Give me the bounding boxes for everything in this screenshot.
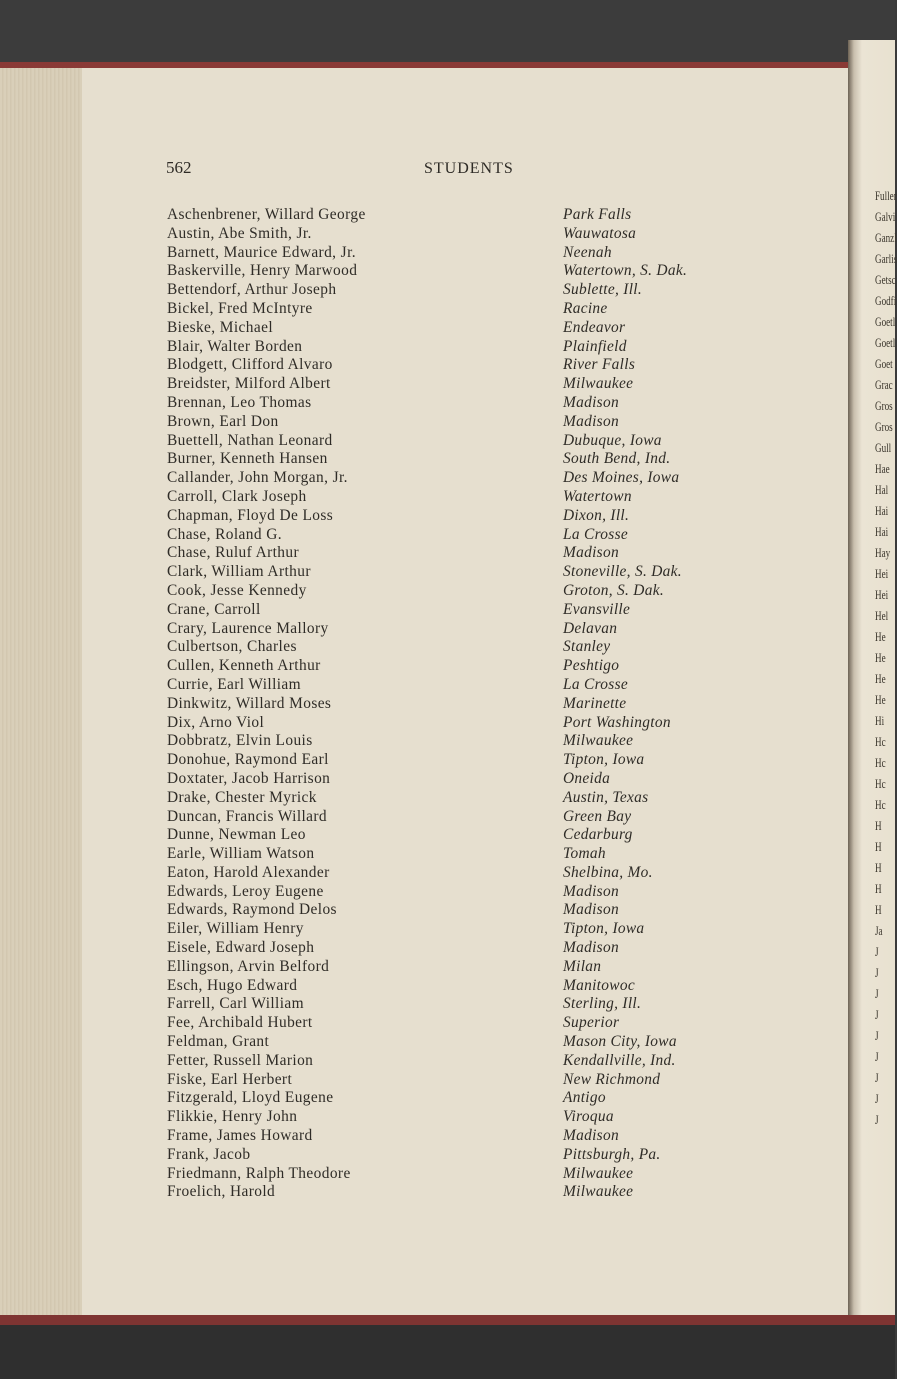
student-entry (167, 638, 767, 657)
student-name: Earle, William Watson (167, 845, 315, 863)
student-hometown: South Bend, Ind. (563, 450, 671, 468)
student-hometown: Watertown, S. Dak. (563, 262, 688, 280)
student-hometown: Des Moines, Iowa (563, 469, 680, 487)
facing-page-fragment: Goetl (875, 335, 896, 350)
student-name: Barnett, Maurice Edward, Jr. (167, 243, 356, 261)
student-entry (167, 920, 767, 939)
student-name: Bettendorf, Arthur Joseph (167, 281, 337, 299)
student-hometown: Port Washington (563, 713, 671, 731)
student-hometown: Madison (563, 412, 619, 430)
student-name: Clark, William Arthur (167, 563, 311, 581)
facing-page-fragment: Gros (875, 419, 893, 434)
page-number: 562 (166, 158, 192, 177)
facing-page-edge (848, 40, 895, 1320)
student-hometown: Kendallville, Ind. (563, 1051, 676, 1069)
student-name: Fitzgerald, Lloyd Eugene (167, 1089, 334, 1107)
student-hometown: Oneida (563, 769, 611, 787)
student-entry (167, 225, 767, 244)
facing-page-fragment: Hai (875, 503, 889, 518)
student-name: Eisele, Edward Joseph (167, 939, 315, 957)
student-entry (167, 338, 767, 357)
student-name: Dobbratz, Elvin Louis (167, 732, 313, 750)
student-hometown: Park Falls (563, 206, 632, 223)
student-hometown: Delavan (563, 619, 618, 637)
facing-page-fragment: Hc (875, 755, 886, 770)
student-entry (167, 432, 767, 451)
facing-page-fragment: J (875, 1070, 879, 1085)
student-hometown: Marinette (563, 694, 627, 712)
facing-page-fragment: J (875, 1091, 879, 1106)
student-entry (167, 281, 767, 300)
student-hometown: Viroqua (563, 1108, 614, 1126)
student-name: Brennan, Leo Thomas (167, 393, 312, 411)
student-entry (167, 582, 767, 601)
student-hometown: La Crosse (563, 675, 628, 693)
facing-page-fragment: H (875, 881, 882, 896)
student-name: Baskerville, Henry Marwood (167, 262, 358, 280)
student-entry (167, 206, 767, 225)
student-entry (167, 544, 767, 563)
student-name: Cook, Jesse Kennedy (167, 581, 307, 599)
facing-page-fragment: H (875, 902, 882, 917)
facing-page-fragment: H (875, 818, 882, 833)
student-entry (167, 1071, 767, 1090)
student-hometown: Madison (563, 544, 619, 562)
facing-page-fragment: He (875, 671, 886, 686)
student-entry (167, 507, 767, 526)
student-hometown: Racine (563, 299, 608, 317)
facing-page-fragment: Getsc (875, 272, 896, 287)
student-name: Edwards, Leroy Eugene (167, 882, 324, 900)
student-name: Dunne, Newman Leo (167, 826, 306, 844)
student-name: Fee, Archibald Hubert (167, 1014, 313, 1032)
student-hometown: Tipton, Iowa (563, 751, 645, 769)
student-entry (167, 1033, 767, 1052)
student-hometown: River Falls (563, 356, 636, 374)
facing-page-fragment: Ja (875, 923, 883, 938)
facing-page-fragment: Hae (875, 461, 890, 476)
student-list (167, 206, 767, 1202)
student-entry (167, 657, 767, 676)
student-hometown: Sublette, Ill. (563, 281, 642, 299)
facing-page-fragment: J (875, 1007, 879, 1022)
student-name: Culbertson, Charles (167, 638, 297, 656)
student-name: Bickel, Fred McIntyre (167, 299, 313, 317)
student-name: Ellingson, Arvin Belford (167, 957, 330, 975)
student-hometown: Plainfield (563, 337, 627, 355)
student-entry (167, 977, 767, 996)
student-entry (167, 1183, 767, 1202)
student-entry (167, 1165, 767, 1184)
section-title: STUDENTS (424, 160, 514, 177)
student-entry (167, 714, 767, 733)
student-name: Froelich, Harold (167, 1183, 276, 1201)
student-entry (167, 695, 767, 714)
student-entry (167, 1108, 767, 1127)
student-name: Fetter, Russell Marion (167, 1051, 314, 1069)
student-hometown: Groton, S. Dak. (563, 581, 664, 599)
facing-page-fragment: Gull (875, 440, 892, 455)
facing-page-fragment: He (875, 629, 886, 644)
student-name: Eiler, William Henry (167, 920, 304, 938)
facing-page-fragment: Galvi (875, 209, 896, 224)
student-name: Carroll, Clark Joseph (167, 487, 307, 505)
student-entry (167, 1127, 767, 1146)
student-hometown: Stoneville, S. Dak. (563, 563, 682, 581)
facing-page-fragment: J (875, 1049, 879, 1064)
student-entry (167, 563, 767, 582)
facing-page-fragment: Hei (875, 587, 889, 602)
student-hometown: Mason City, Iowa (563, 1033, 677, 1051)
student-entry (167, 526, 767, 545)
student-name: Brown, Earl Don (167, 412, 279, 430)
student-hometown: La Crosse (563, 525, 628, 543)
page-stack-edges (0, 68, 82, 1320)
student-name: Bieske, Michael (167, 318, 274, 336)
student-name: Fiske, Earl Herbert (167, 1070, 293, 1088)
student-hometown: Madison (563, 882, 619, 900)
student-entry (167, 995, 767, 1014)
student-name: Callander, John Morgan, Jr. (167, 469, 348, 487)
facing-page-fragment: He (875, 692, 886, 707)
student-entry (167, 450, 767, 469)
student-hometown: Dixon, Ill. (563, 506, 630, 524)
facing-page-fragment: Hal (875, 482, 889, 497)
facing-page-fragment: J (875, 965, 879, 980)
student-entry (167, 1089, 767, 1108)
facing-page-fragment: Hi (875, 713, 885, 728)
student-hometown: Peshtigo (563, 657, 620, 675)
student-name: Flikkie, Henry John (167, 1108, 298, 1126)
student-name: Crary, Laurence Mallory (167, 619, 329, 637)
student-entry (167, 732, 767, 751)
student-hometown: Austin, Texas (563, 788, 649, 806)
student-name: Blodgett, Clifford Alvaro (167, 356, 333, 374)
student-name: Farrell, Carl William (167, 995, 305, 1013)
student-name: Eaton, Harold Alexander (167, 863, 330, 881)
facing-page-fragment: H (875, 839, 882, 854)
facing-page-fragment: Godfi (875, 293, 897, 308)
facing-page-fragment: J (875, 1112, 879, 1127)
student-hometown: Shelbina, Mo. (563, 863, 653, 881)
student-name: Frame, James Howard (167, 1127, 313, 1145)
student-hometown: Stanley (563, 638, 611, 656)
student-hometown: Endeavor (563, 318, 626, 336)
facing-page-fragment: Hc (875, 776, 886, 791)
student-hometown: Madison (563, 393, 619, 411)
facing-page-fragment: J (875, 986, 879, 1001)
student-entry (167, 845, 767, 864)
student-entry (167, 300, 767, 319)
facing-page-fragment: Hay (875, 545, 891, 560)
student-hometown: Sterling, Ill. (563, 995, 642, 1013)
student-entry (167, 901, 767, 920)
facing-page-fragment: H (875, 860, 882, 875)
student-entry (167, 1052, 767, 1071)
student-hometown: Madison (563, 901, 619, 919)
student-entry (167, 770, 767, 789)
student-entry (167, 488, 767, 507)
student-entry (167, 1146, 767, 1165)
facing-page-fragment: Fuller (875, 188, 897, 203)
student-name: Dix, Arno Viol (167, 713, 265, 731)
student-hometown: Dubuque, Iowa (563, 431, 662, 449)
student-name: Aschenbrener, Willard George (167, 206, 366, 223)
student-hometown: Pittsburgh, Pa. (563, 1145, 661, 1163)
facing-page-fragment: Hai (875, 524, 889, 539)
student-hometown: Cedarburg (563, 826, 633, 844)
student-hometown: Watertown (563, 487, 632, 505)
student-hometown: Milwaukee (563, 1164, 634, 1182)
student-hometown: Green Bay (563, 807, 632, 825)
student-entry (167, 939, 767, 958)
student-entry (167, 620, 767, 639)
student-hometown: Madison (563, 1127, 619, 1145)
student-hometown: Milwaukee (563, 1183, 634, 1201)
student-entry (167, 394, 767, 413)
student-name: Drake, Chester Myrick (167, 788, 317, 806)
student-name: Chapman, Floyd De Loss (167, 506, 334, 524)
student-hometown: Milwaukee (563, 732, 634, 750)
facing-page-fragment: Grac (875, 377, 893, 392)
facing-page-fragment: He (875, 650, 886, 665)
student-name: Feldman, Grant (167, 1033, 270, 1051)
student-entry (167, 883, 767, 902)
student-entry (167, 375, 767, 394)
student-hometown: Manitowoc (563, 976, 635, 994)
student-entry (167, 789, 767, 808)
student-hometown: Antigo (563, 1089, 606, 1107)
student-entry (167, 958, 767, 977)
student-name: Dinkwitz, Willard Moses (167, 694, 332, 712)
student-entry (167, 808, 767, 827)
facing-page-fragment: Hc (875, 734, 886, 749)
student-entry (167, 1014, 767, 1033)
student-hometown: Milwaukee (563, 375, 634, 393)
student-name: Frank, Jacob (167, 1145, 251, 1163)
student-name: Friedmann, Ralph Theodore (167, 1164, 351, 1182)
student-name: Cullen, Kenneth Arthur (167, 657, 321, 675)
student-hometown: Wauwatosa (563, 224, 637, 242)
student-name: Breidster, Milford Albert (167, 375, 331, 393)
facing-page-fragment: Goetl (875, 314, 896, 329)
facing-page-fragment: Goet (875, 356, 893, 371)
student-name: Duncan, Francis Willard (167, 807, 328, 825)
student-hometown: Milan (563, 957, 602, 975)
student-entry (167, 469, 767, 488)
page-header (166, 158, 696, 182)
student-name: Donohue, Raymond Earl (167, 751, 329, 769)
student-entry (167, 676, 767, 695)
student-hometown: New Richmond (563, 1070, 661, 1088)
student-name: Esch, Hugo Edward (167, 976, 298, 994)
student-entry (167, 601, 767, 620)
student-name: Doxtater, Jacob Harrison (167, 769, 331, 787)
student-entry (167, 413, 767, 432)
student-hometown: Superior (563, 1014, 620, 1032)
student-name: Buettell, Nathan Leonard (167, 431, 333, 449)
facing-page-fragment: Garlis (875, 251, 897, 266)
student-entry (167, 262, 767, 281)
facing-page-fragment: Hel (875, 608, 889, 623)
facing-page-fragment: Gros (875, 398, 893, 413)
student-name: Crane, Carroll (167, 600, 261, 618)
facing-page-fragment: Hc (875, 797, 886, 812)
student-hometown: Madison (563, 939, 619, 957)
facing-page-fragment: Ganzl (875, 230, 897, 245)
student-name: Chase, Ruluf Arthur (167, 544, 299, 562)
student-name: Blair, Walter Borden (167, 337, 303, 355)
student-hometown: Tipton, Iowa (563, 920, 645, 938)
student-entry (167, 864, 767, 883)
student-name: Currie, Earl William (167, 675, 302, 693)
background-top (0, 0, 895, 64)
facing-page-fragment: J (875, 1028, 879, 1043)
student-entry (167, 356, 767, 375)
student-hometown: Neenah (563, 243, 612, 261)
student-entry (167, 751, 767, 770)
student-entry (167, 244, 767, 263)
student-hometown: Tomah (563, 845, 606, 863)
facing-page-fragment: J (875, 944, 879, 959)
student-name: Edwards, Raymond Delos (167, 901, 337, 919)
student-name: Chase, Roland G. (167, 525, 282, 543)
student-hometown: Evansville (563, 600, 631, 618)
student-name: Burner, Kenneth Hansen (167, 450, 328, 468)
facing-page-fragment: Hei (875, 566, 889, 581)
student-name: Austin, Abe Smith, Jr. (167, 224, 312, 242)
background-bottom (0, 1325, 895, 1379)
student-entry (167, 319, 767, 338)
student-entry (167, 826, 767, 845)
